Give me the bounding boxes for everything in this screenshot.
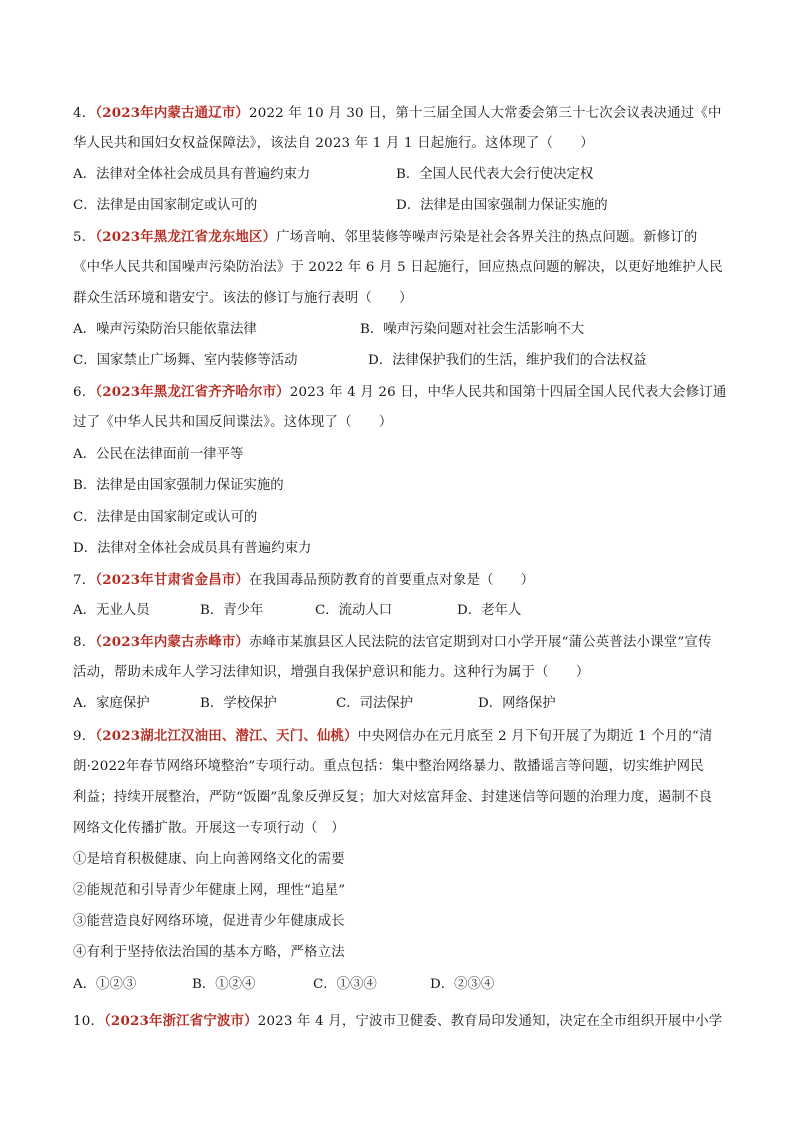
q6-stem-2: 过了《中华人民共和国反间谍法》。这体现了（ ） — [73, 415, 393, 430]
q10-number: 10． — [73, 1014, 105, 1029]
q9-stem-4: 网络文化传播扩散。开展这一专项行动（ ） — [73, 821, 345, 836]
q4-source: （2023年内蒙古通辽市） — [95, 105, 249, 121]
q8-option-d: D．网络保护 — [478, 696, 556, 711]
q8-option-b: B．学校保护 — [200, 696, 277, 711]
q4-stem-1: 2022 年 10 月 30 日，第十三届全国人大常委会第三十七次会议表决通过《中 — [249, 106, 722, 121]
q5-option-c: C．国家禁止广场舞、室内装修等活动 — [73, 353, 298, 368]
q7-option-b: B．青少年 — [200, 603, 264, 618]
q7-stem-1: 在我国毒品预防教育的首要重点对象是（ ） — [249, 573, 535, 588]
q9-source: （2023湖北江汉油田、潜江、天门、仙桃） — [95, 728, 358, 744]
q5-stem-3: 群众生活环境和谐安宁。该法的修订与施行表明（ ） — [73, 291, 413, 306]
q10-stem-1: 2023 年 4 月，宁波市卫健委、教育局印发通知，决定在全市组织开展中小学 — [257, 1014, 723, 1029]
q7-option-d: D．老年人 — [457, 603, 522, 618]
q9-statement-3: ③能营造良好网络环境，促进青少年健康成长 — [73, 914, 345, 929]
q5-line-1 — [73, 227, 698, 248]
q4-option-d: D．法律是由国家强制力保证实施的 — [396, 198, 608, 213]
q6-option-d: D．法律对全体社会成员具有普遍约束力 — [73, 541, 312, 556]
q8-source: （2023年内蒙古赤峰市） — [95, 634, 249, 650]
q9-option-a: A．①②③ — [73, 977, 137, 992]
q4-option-c: C．法律是由国家制定或认可的 — [73, 198, 258, 213]
q4-number: 4． — [73, 106, 96, 121]
q8-line-1 — [73, 632, 712, 653]
q9-stem-1: 中央网信办在元月底至 2 月下旬开展了为期近 1 个月的“清 — [357, 729, 713, 744]
q5-source: （2023年黑龙江省龙东地区） — [95, 229, 277, 245]
q9-stem-3: 利益；持续开展整治，严防“饭圈”乱象反弹反复；加大对炫富拜金、封建迷信等问题的治理力度，遏制不良 — [73, 790, 713, 805]
q9-statement-4: ④有利于坚持依法治国的基本方略，严格立法 — [73, 945, 345, 960]
q4-option-b: B．全国人民代表大会行使决定权 — [396, 167, 594, 182]
q4-option-a: A．法律对全体社会成员具有普遍约束力 — [73, 167, 311, 182]
q9-number: 9． — [73, 729, 96, 744]
q9-stem-2: 朗·2022年春节网络环境整治”专项行动。重点包括：集中整治网络暴力、散播谣言等问题，切实维护网民 — [73, 759, 704, 774]
q10-line-1 — [73, 1011, 722, 1032]
q4-line-1 — [73, 103, 722, 124]
q9-option-c: C．①③④ — [313, 977, 377, 992]
q9-statement-1: ①是培育积极健康、向上向善网络文化的需要 — [73, 852, 345, 867]
q7-option-c: C．流动人口 — [315, 603, 393, 618]
q6-line-1 — [73, 382, 726, 403]
q6-stem-1: 2023 年 4 月 26 日，中华人民共和国第十四届全国人民代表大会修订通 — [289, 385, 727, 400]
q7-source: （2023年甘肃省金昌市） — [95, 572, 249, 588]
q8-option-c: C．司法保护 — [336, 696, 414, 711]
q6-option-c: C．法律是由国家制定或认可的 — [73, 510, 258, 525]
q7-number: 7． — [73, 573, 96, 588]
q4-stem-2: 华人民共和国妇女权益保障法》，该法自 2023 年 1 月 1 日起施行。这体现了（ ） — [73, 136, 594, 151]
q5-number: 5． — [73, 230, 96, 245]
q5-option-d: D．法律保护我们的生活，维护我们的合法权益 — [368, 353, 647, 368]
q7-option-a: A．无业人员 — [73, 603, 150, 618]
q6-number: 6． — [73, 385, 96, 400]
q8-number: 8． — [73, 635, 96, 650]
q5-stem-2: 《中华人民共和国噪声污染防治法》于 2022 年 6 月 5 日起施行，回应热点问题的解决，以更好地维护人民 — [73, 260, 723, 275]
q5-option-b: B．噪声污染问题对社会生活影响不大 — [360, 322, 585, 337]
q8-stem-1: 赤峰市某旗县区人民法院的法官定期到对口小学开展“蒲公英普法小课堂”宣传 — [249, 635, 712, 650]
q8-option-a: A．家庭保护 — [73, 696, 150, 711]
q10-source: （2023年浙江省宁波市） — [104, 1013, 258, 1029]
q6-option-a: A．公民在法律面前一律平等 — [73, 447, 244, 462]
q9-option-b: B．①②④ — [192, 977, 256, 992]
q8-stem-2: 活动，帮助未成年人学习法律知识，增强自我保护意识和能力。这种行为属于（ ） — [73, 665, 590, 680]
q9-line-1 — [73, 726, 713, 747]
q5-option-a: A．噪声污染防治只能依靠法律 — [73, 322, 257, 337]
q5-stem-1: 广场音响、邻里装修等噪声污染是社会各界关注的热点问题。新修订的 — [276, 230, 698, 245]
q6-option-b: B．法律是由国家强制力保证实施的 — [73, 478, 284, 493]
q6-source: （2023年黑龙江省齐齐哈尔市） — [95, 384, 290, 400]
q9-statement-2: ②能规范和引导青少年健康上网，理性“追星” — [73, 883, 346, 898]
q7-line-1 — [73, 570, 534, 591]
q9-option-d: D．②③④ — [430, 977, 495, 992]
